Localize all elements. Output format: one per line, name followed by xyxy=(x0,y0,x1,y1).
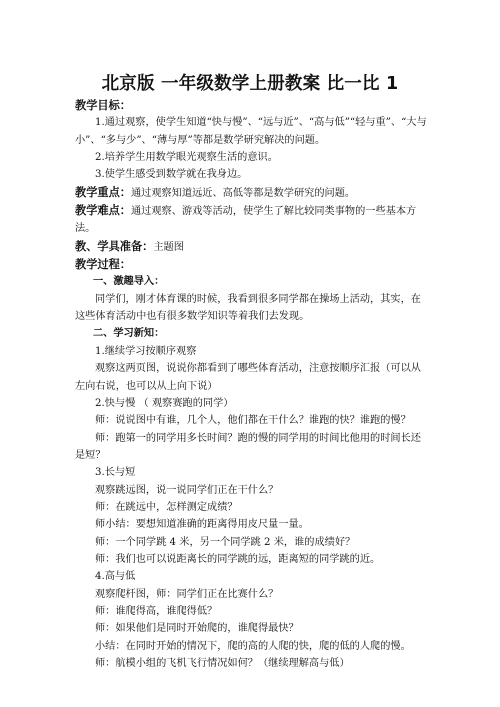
section2-line: 师小结：要想知道准确的距离得用皮尺量一量。 xyxy=(95,519,309,531)
section2-line: 师：跑第一的同学用多长时间？跑的慢的同学用的时间比他用的时间长还是短？ xyxy=(75,432,421,461)
section2-line: 师：在跳远中，怎样测定成绩？ xyxy=(95,501,238,513)
objectives-heading: 教学目标： xyxy=(75,99,131,112)
section2-line: 师：说说图中有谁，几个人，他们都在干什么？谁跑的快？谁跑的慢？ xyxy=(95,415,411,427)
section2-line: 师：一个同学跳 4 米，另一个同学跳 2 米，谁的成绩好？ xyxy=(95,536,356,548)
key-points-line xyxy=(75,184,431,202)
section2-line: 3.长与短 xyxy=(95,467,136,479)
section2-line: 师：谁爬得高，谁爬得低？ xyxy=(95,605,218,617)
process-heading: 教学过程： xyxy=(75,258,131,272)
materials-line xyxy=(75,238,431,256)
section1-text: 同学们，刚才体育课的时候，我看到很多同学都在操场上活动，其实，在这些体育活动中也有很多数学知识等着我们去发现。 xyxy=(75,293,421,323)
section2-line: 观察这两页图，说说你都看到了哪些体育活动，注意按顺序汇报（可以从左向右说，也可以从上向下说） xyxy=(75,363,421,392)
section2-line: 师：如果他们是同时开始爬的，谁爬得最快？ xyxy=(95,623,299,635)
section2-line: 观察爬杆图，师：同学们正在比赛什么？ xyxy=(95,588,279,600)
difficulties-text: 通过观察、游戏等活动，使学生了解比较同类事物的一些基本方法。 xyxy=(75,206,417,235)
materials-heading: 教、学具准备： xyxy=(75,239,154,253)
difficulties-heading: 教学难点： xyxy=(75,204,131,218)
section2-line: 4.高与低 xyxy=(95,571,136,583)
document-body xyxy=(75,97,431,672)
section2-line: 小结：在同时开始的情况下，爬的高的人爬的快，爬的低的人爬的慢。 xyxy=(95,640,411,652)
objective-item-3: 3.使学生感受到数学就在我身边。 xyxy=(95,169,248,181)
key-points-heading: 教学重点： xyxy=(75,185,131,199)
document-title: 北京版 一年级数学上册教案 比一比 1 xyxy=(101,74,399,94)
section2-line: 1.继续学习按顺序观察 xyxy=(95,345,197,357)
key-points-text: 通过观察知道远近、高低等都是数学研究的问题。 xyxy=(130,187,356,199)
objective-item-2: 2.培养学生用数学眼光观察生活的意识。 xyxy=(95,152,278,164)
materials-text: 主题图 xyxy=(153,241,184,253)
section2-heading: 二、学习新知： xyxy=(93,328,165,340)
difficulties-line xyxy=(75,202,431,238)
objective-item-1: 1.通过观察，使学生知道“快与慢”、“远与近”、“高与低”“轻与重”、“大与小”、“多与少”、“薄与厚”等都是数学研究解决的问题。 xyxy=(75,117,427,146)
section2-line: 师：航模小组的飞机飞行情况如何？（继续理解高与低） xyxy=(95,658,350,669)
section1-heading: 一、激趣导入： xyxy=(93,276,165,288)
section2-line: 师：我们也可以说距离长的同学跳的远，距离短的同学跳的近。 xyxy=(95,553,381,565)
section2-line: 观察跳远图，说一说同学们正在干什么？ xyxy=(95,484,279,496)
section2-line: 2.快与慢 （ 观察赛跑的同学） xyxy=(95,397,234,409)
